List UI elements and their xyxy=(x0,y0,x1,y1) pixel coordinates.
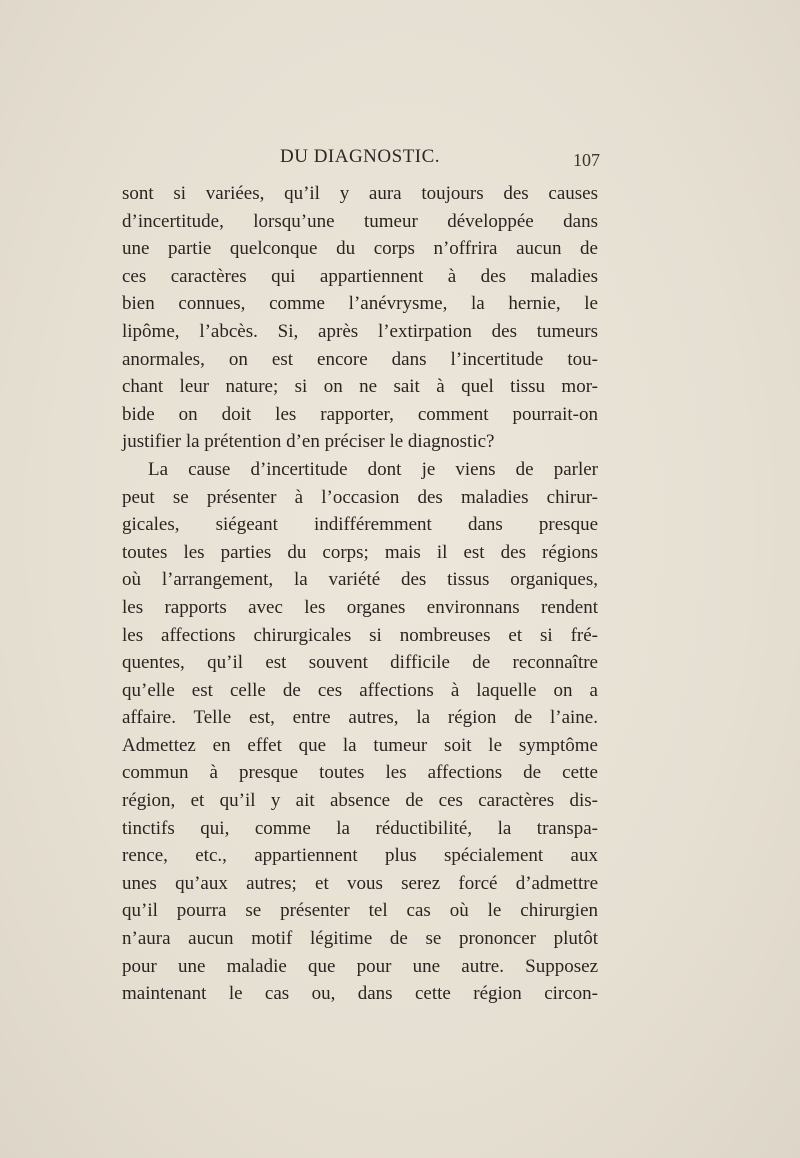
text-line: d’incertitude, lorsqu’une tumeur développée dans xyxy=(122,210,598,232)
page-number: 107 xyxy=(573,150,600,170)
text-line: anormales, on est encore dans l’incertitude tou- xyxy=(122,348,598,370)
text-line: les affections chirurgicales si nombreuses et si fré- xyxy=(122,624,598,646)
text-line: n’aura aucun motif légitime de se prononcer plutôt xyxy=(122,928,598,950)
text-line: où l’arrangement, la variété des tissus organiques, xyxy=(122,569,598,591)
text-line: rence, etc., appartiennent plus spécialement aux xyxy=(122,845,598,867)
text-line: chant leur nature; si on ne sait à quel tissu mor- xyxy=(122,376,598,398)
running-title: DU DIAGNOSTIC. xyxy=(280,146,441,167)
text-line: bide on doit les rapporter, comment pourrait-on xyxy=(122,403,598,425)
text-line: bien connues, comme l’anévrysme, la hernie, le xyxy=(122,293,598,315)
text-line: une partie quelconque du corps n’offrira aucun de xyxy=(122,238,598,260)
text-line: lipôme, l’abcès. Si, après l’extirpation des tumeurs xyxy=(122,320,598,342)
text-line: qu’il pourra se présenter tel cas où le chirurgien xyxy=(122,900,598,922)
text-line: pour une maladie que pour une autre. Supposez xyxy=(122,955,598,977)
text-line: unes qu’aux autres; et vous serez forcé d’admettre xyxy=(122,872,598,894)
text-line: quentes, qu’il est souvent difficile de reconnaître xyxy=(122,652,598,674)
text-line: justifier la prétention d’en préciser le diagnostic? xyxy=(122,431,495,453)
page-header xyxy=(122,146,600,174)
text-line: qu’elle est celle de ces affections à laquelle on a xyxy=(122,679,598,701)
text-line: tinctifs qui, comme la réductibilité, la transpa- xyxy=(122,817,598,839)
text-line: gicales, siégeant indifféremment dans presque xyxy=(122,514,598,536)
text-line: maintenant le cas ou, dans cette région circon- xyxy=(122,983,598,1005)
body-text xyxy=(122,180,598,1008)
text-line: ces caractères qui appartiennent à des maladies xyxy=(122,265,598,287)
text-line: peut se présenter à l’occasion des maladies chirur- xyxy=(122,486,598,508)
text-line: sont si variées, qu’il y aura toujours des causes xyxy=(122,183,598,204)
text-line: toutes les parties du corps; mais il est des régions xyxy=(122,541,598,563)
text-line: commun à presque toutes les affections de cette xyxy=(122,762,598,784)
text-line: Admettez en effet que la tumeur soit le symptôme xyxy=(122,734,598,756)
text-line: région, et qu’il y ait absence de ces caractères dis- xyxy=(122,790,598,812)
text-line: affaire. Telle est, entre autres, la région de l’aine. xyxy=(122,707,598,729)
text-line: les rapports avec les organes environnans rendent xyxy=(122,596,598,618)
text-line: La cause d’incertitude dont je viens de parler xyxy=(148,458,598,480)
